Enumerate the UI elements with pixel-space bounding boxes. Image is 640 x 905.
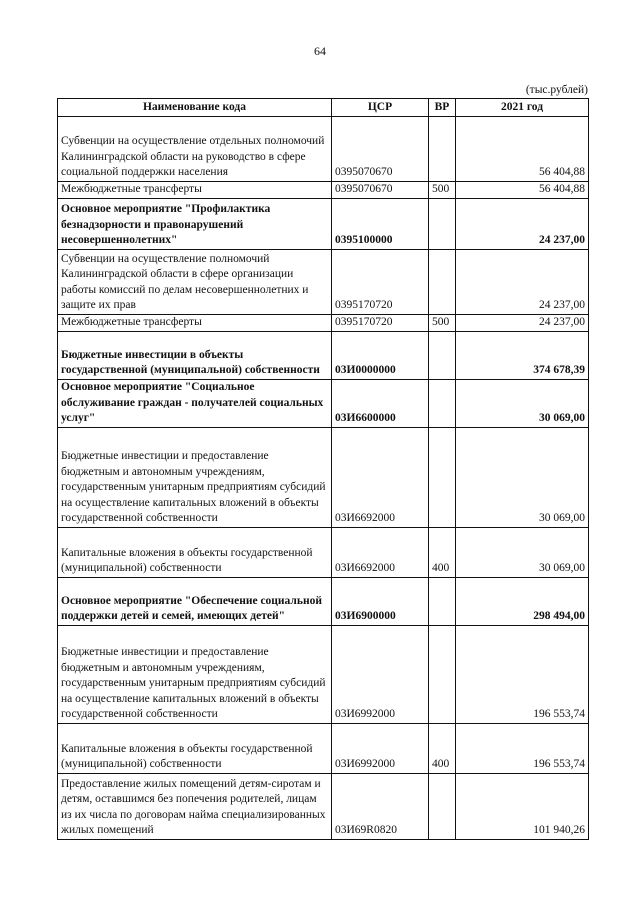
row-csr: 03И6692000 xyxy=(332,528,429,578)
table-row xyxy=(58,250,589,315)
row-amount: 30 069,00 xyxy=(456,528,589,578)
row-csr: 0395170720 xyxy=(332,315,429,332)
table-row xyxy=(58,182,589,199)
row-amount: 24 237,00 xyxy=(456,315,589,332)
row-name: Субвенции на осуществление отдельных полномочий Калининградской области на руководство в сфере социальной поддержки населения xyxy=(58,117,332,182)
table-row xyxy=(58,724,589,774)
table-row xyxy=(58,626,589,724)
header-vr: ВР xyxy=(429,99,456,117)
table-row xyxy=(58,428,589,528)
row-vr xyxy=(429,199,456,250)
row-csr: 0395070670 xyxy=(332,182,429,199)
row-amount: 30 069,00 xyxy=(456,428,589,528)
row-csr: 03И6992000 xyxy=(332,724,429,774)
header-csr: ЦСР xyxy=(332,99,429,117)
header-name: Наименование кода xyxy=(58,99,332,117)
row-vr xyxy=(429,117,456,182)
row-vr: 400 xyxy=(429,528,456,578)
row-amount: 30 069,00 xyxy=(456,380,589,428)
row-name: Субвенции на осуществление полномочий Калининградской области в сфере организации работы комиссий по делам несовершеннолетних и защите их прав xyxy=(58,250,332,315)
row-name: Бюджетные инвестиции в объекты государственной (муниципальной) собственности xyxy=(58,332,332,380)
row-csr: 03И6900000 xyxy=(332,578,429,626)
table-row xyxy=(58,528,589,578)
table-row xyxy=(58,774,589,840)
row-vr xyxy=(429,626,456,724)
row-vr xyxy=(429,332,456,380)
row-csr: 03И69R0820 xyxy=(332,774,429,840)
row-amount: 101 940,26 xyxy=(456,774,589,840)
row-amount: 298 494,00 xyxy=(456,578,589,626)
row-vr xyxy=(429,578,456,626)
row-amount: 56 404,88 xyxy=(456,117,589,182)
row-name: Капитальные вложения в объекты государственной (муниципальной) собственности xyxy=(58,724,332,774)
table-row xyxy=(58,199,589,250)
row-vr xyxy=(429,428,456,528)
row-vr: 500 xyxy=(429,315,456,332)
page-number: 64 xyxy=(314,44,326,58)
table-row xyxy=(58,315,589,332)
table-header-row xyxy=(58,99,589,117)
row-csr: 03И0000000 xyxy=(332,332,429,380)
row-csr: 0395100000 xyxy=(332,199,429,250)
table-row xyxy=(58,332,589,380)
row-name: Основное мероприятие "Обеспечение социальной поддержки детей и семей, имеющих детей" xyxy=(58,578,332,626)
row-amount: 56 404,88 xyxy=(456,182,589,199)
row-csr: 03И6692000 xyxy=(332,428,429,528)
header-year: 2021 год xyxy=(456,99,589,117)
row-csr: 03И6992000 xyxy=(332,626,429,724)
row-amount: 196 553,74 xyxy=(456,724,589,774)
row-amount: 196 553,74 xyxy=(456,626,589,724)
table-row xyxy=(58,380,589,428)
row-name: Основное мероприятие "Профилактика безнадзорности и правонарушений несовершеннолетних" xyxy=(58,199,332,250)
row-name: Бюджетные инвестиции и предоставление бюджетным и автономным учреждениям, государственным унитарным предприятиям субсидий на осуществление капитальных вложений в объекты государственной собственности xyxy=(58,626,332,724)
row-name: Межбюджетные трансферты xyxy=(58,315,332,332)
units-label: (тыс.рублей) xyxy=(525,84,588,96)
row-vr: 500 xyxy=(429,182,456,199)
row-name: Основное мероприятие "Социальное обслуживание граждан - получателей социальных услуг" xyxy=(58,380,332,428)
row-name: Капитальные вложения в объекты государственной (муниципальной) собственности xyxy=(58,528,332,578)
budget-table xyxy=(57,98,589,840)
row-name: Предоставление жилых помещений детям-сиротам и детям, оставшимся без попечения родителей, лицам из их числа по договорам найма специализированных жилых помещений xyxy=(58,774,332,840)
row-amount: 24 237,00 xyxy=(456,199,589,250)
row-name: Межбюджетные трансферты xyxy=(58,182,332,199)
table-row xyxy=(58,578,589,626)
row-csr: 0395070670 xyxy=(332,117,429,182)
row-vr: 400 xyxy=(429,724,456,774)
row-vr xyxy=(429,250,456,315)
row-vr xyxy=(429,380,456,428)
row-name: Бюджетные инвестиции и предоставление бюджетным и автономным учреждениям, государственным унитарным предприятиям субсидий на осуществление капитальных вложений в объекты государственной собственности xyxy=(58,428,332,528)
row-amount: 24 237,00 xyxy=(456,250,589,315)
row-csr: 03И6600000 xyxy=(332,380,429,428)
row-vr xyxy=(429,774,456,840)
row-csr: 0395170720 xyxy=(332,250,429,315)
row-amount: 374 678,39 xyxy=(456,332,589,380)
table-row xyxy=(58,117,589,182)
